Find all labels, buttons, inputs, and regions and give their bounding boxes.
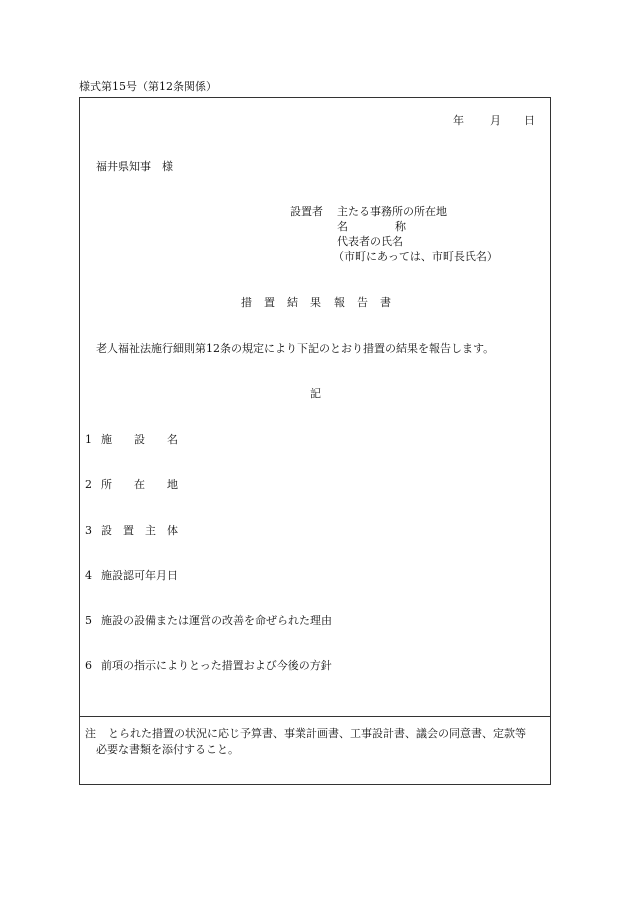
applicant-municipal-note: （市町にあっては、市町長氏名） <box>333 250 498 263</box>
item-label: 前項の指示によりとった措置および今後の方針 <box>101 659 332 672</box>
applicant-representative-label: 代表者の氏名 <box>337 235 403 248</box>
date-day: 日 <box>524 114 535 127</box>
item-number: 1 <box>85 433 92 446</box>
applicant-role: 設置者 <box>290 205 323 218</box>
form-label: 様式第15号（第12条関係） <box>79 80 217 93</box>
item-label: 施設の設備または運営の改善を命ぜられた理由 <box>101 614 332 627</box>
title-char: 措 <box>241 296 252 309</box>
applicant-address-label: 主たる事務所の所在地 <box>337 205 447 218</box>
item-number: 4 <box>85 569 92 582</box>
item-number: 2 <box>85 478 92 491</box>
item-label: 所 在 地 <box>101 478 178 491</box>
item-label: 施設認可年月日 <box>101 569 178 582</box>
item-number: 5 <box>85 614 92 627</box>
title-char: 置 <box>264 296 275 309</box>
title-char: 果 <box>310 296 321 309</box>
item-number: 6 <box>85 659 92 672</box>
note-divider <box>79 716 551 717</box>
addressee: 福井県知事 様 <box>96 160 173 173</box>
note-line-2: 必要な書類を添付すること。 <box>96 743 239 756</box>
item-number: 3 <box>85 524 92 537</box>
note-prefix: 注 <box>85 727 96 740</box>
title-char: 書 <box>380 296 391 309</box>
title-char: 告 <box>357 296 368 309</box>
applicant-name-label-2: 称 <box>395 220 406 233</box>
ki-heading: 記 <box>310 387 321 400</box>
date-year: 年 <box>453 114 464 127</box>
body-text: 老人福祉法施行細則第12条の規定により下記のとおり措置の結果を報告します。 <box>96 342 495 355</box>
date-month: 月 <box>490 114 501 127</box>
item-label: 施 設 名 <box>101 433 178 446</box>
applicant-name-label-1: 名 <box>337 220 348 233</box>
note-line-1: とられた措置の状況に応じ予算書、事業計画書、工事設計書、議会の同意書、定款等 <box>108 727 526 740</box>
title-char: 報 <box>334 296 345 309</box>
item-label: 設 置 主 体 <box>101 524 178 537</box>
title-char: 結 <box>287 296 298 309</box>
